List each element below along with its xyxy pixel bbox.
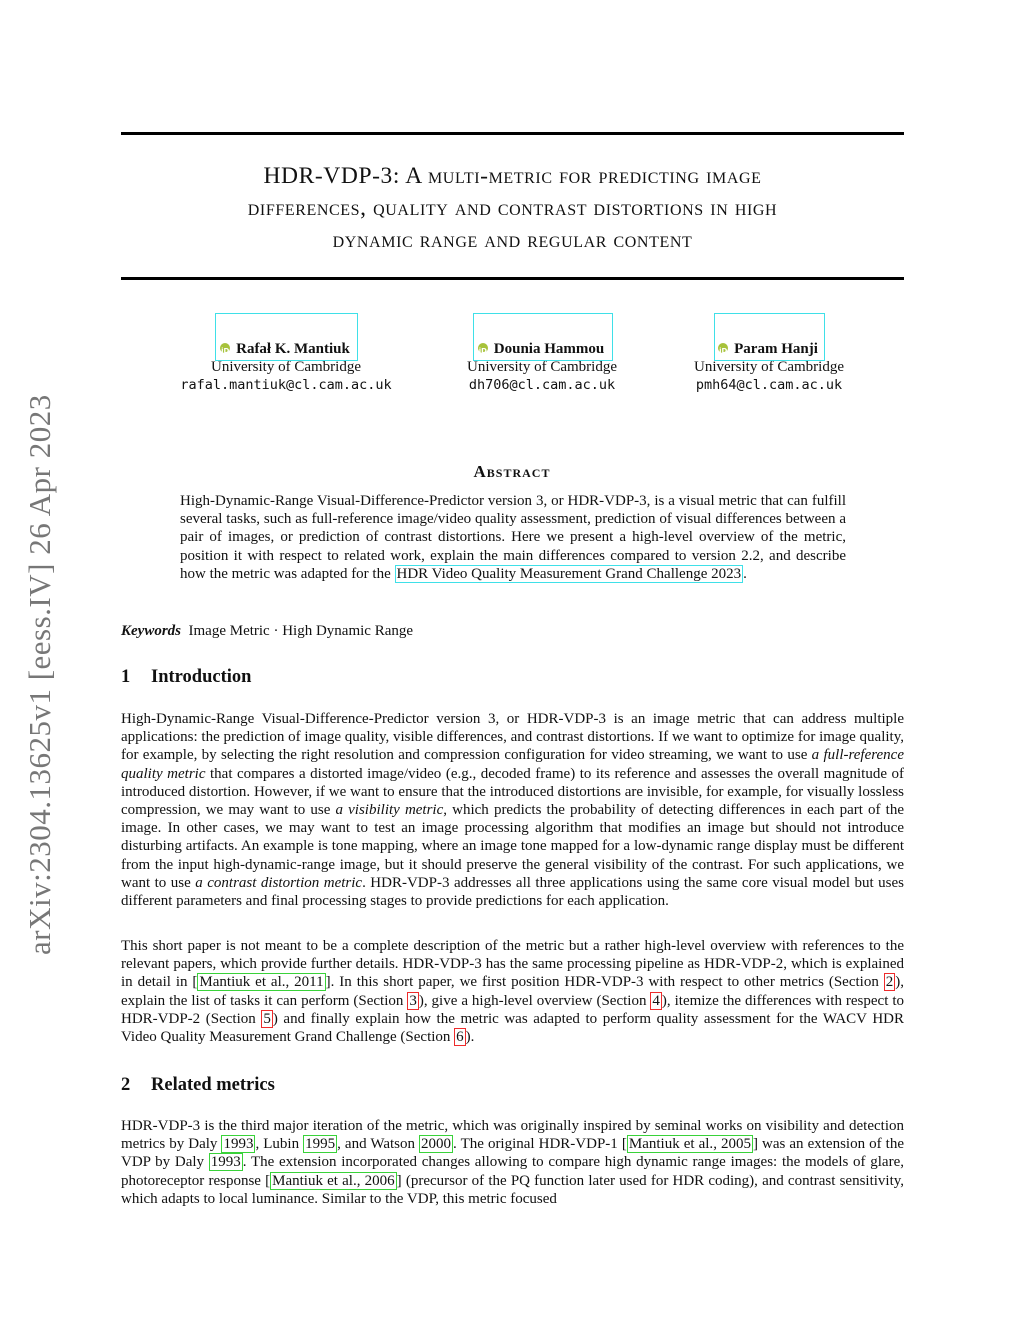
section-heading-introduction: 1 Introduction xyxy=(121,667,252,687)
author-name[interactable]: Rafał K. Mantiuk xyxy=(236,341,350,357)
related-paragraph-1: HDR-VDP-3 is the third major iteration of the metric, which was originally inspired by seminal works on visibility and detection metrics by Daly 1993 , Lubin 1995 , and Watson 2000 . The original HDR-VDP-1 [ Mantiuk et al., 2005 ] was an extension of the VDP by Daly 1993 . The extension incorporated changes allowing to compare high dynamic range images: the models of glare, photoreceptor response [ Mantiuk et al., 2006 ] (precursor of the PQ function later used for HDR coding), and contrast sensitivity, which adapts to local luminance. Similar to the VDP, this metric focused xyxy=(121,1118,905,1207)
abstract-heading: Abstract xyxy=(473,462,551,481)
author-name-link-box[interactable] xyxy=(714,313,825,361)
citation-link[interactable]: 1993 xyxy=(210,1154,241,1171)
citation-link[interactable]: Mantiuk et al., 2006 xyxy=(272,1172,395,1189)
author-affiliation: University of Cambridge xyxy=(467,359,617,375)
intro-paragraph-1: High-Dynamic-Range Visual-Difference-Predictor version 3, or HDR-VDP-3 is an image metric that can address multiple applications: the prediction of image quality, visible differences, and contrast distortions. If we want to optimize for image quality, for example, by selecting the right resolution and compression configuration for video streaming, we want to use a full-reference quality metric that compares a distorted image/video (e.g., decoded frame) to its reference and assesses the overall magnitude of introduced distortion. However, if we want to ensure that the introduced distortions are invisible, for example, for visually lossless compression, we may want to use a visibility metric, which predicts the probability of detecting differences in each part of the image. In other cases, we may want to test an image processing algorithm that modifies an image but should not introduce disturbing artifacts. An example is tone mapping, where an image tone mapped for a low-dynamic range display must be different from the input high-dynamic-range image, but it should preserve the general visibility of the contrast. For such applications, we want to use a contrast distortion metric. HDR-VDP-3 addresses all three applications using the same core visual model but uses different parameters and final processing stages to provide predictions for each application. xyxy=(121,711,905,910)
author-affiliation: University of Cambridge xyxy=(694,359,844,375)
author-affiliation: University of Cambridge xyxy=(211,359,361,375)
paper-title: HDR-VDP-3: A multi-metric for predicting image differences, quality and contrast distortions in high dynamic range and regular content xyxy=(247,163,778,253)
author-name[interactable]: Dounia Hammou xyxy=(493,341,605,357)
section-ref-link[interactable]: 4 xyxy=(652,992,660,1009)
citation-link[interactable]: Mantiuk et al., 2011 xyxy=(199,974,324,991)
author-email: pmh64@cl.cam.ac.uk xyxy=(695,377,843,393)
section-heading-related-metrics: 2 Related metrics xyxy=(121,1075,275,1095)
author-block-2 xyxy=(412,340,672,394)
author-email: dh706@cl.cam.ac.uk xyxy=(468,377,616,393)
keywords: Keywords Image Metric · High Dynamic Range xyxy=(121,623,414,639)
author-name-link-box[interactable] xyxy=(215,313,358,361)
author-block-3 xyxy=(639,340,899,394)
section-ref-link[interactable]: 3 xyxy=(409,992,417,1009)
citation-link[interactable]: 1993 xyxy=(223,1136,254,1153)
section-ref-link[interactable]: 6 xyxy=(456,1029,464,1046)
section-ref-link[interactable]: 5 xyxy=(263,1010,271,1027)
section-ref-link[interactable]: 2 xyxy=(885,974,894,991)
citation-link[interactable]: 2000 xyxy=(421,1136,452,1153)
title-top-rule xyxy=(121,132,904,135)
orcid-icon[interactable] xyxy=(478,343,488,353)
author-name-link-box[interactable] xyxy=(473,313,613,361)
arxiv-side-stamp: arXiv:2304.13625v1 [eess.IV] 26 Apr 2023 xyxy=(22,394,57,955)
orcid-icon[interactable] xyxy=(220,343,230,353)
challenge-link[interactable]: HDR Video Quality Measurement Grand Challenge 2023 xyxy=(396,565,742,582)
author-block-1 xyxy=(156,340,416,394)
intro-paragraph-2: This short paper is not meant to be a complete description of the metric but a rather high-level overview with references to the relevant papers, which provide further details. HDR-VDP-3 has the same processing pipeline as HDR-VDP-2, which is explained in detail in [ Mantiuk et al., 2011 ]. In this short paper, we first position HDR-VDP-3 with respect to other metrics (Section 2 ), explain the list of tasks it can perform (Section 3 ), give a high-level overview (Section 4 ), itemize the differences with respect to HDR-VDP-2 (Section 5 ) and finally explain how the metric was adapted to perform quality assessment for the WACV HDR Video Quality Measurement Grand Challenge (Section 6 ). xyxy=(121,938,904,1046)
abstract-text: High-Dynamic-Range Visual-Difference-Predictor version 3, or HDR-VDP-3, is a visual metric that can fulfill several tasks, such as full-reference image/video quality assessment, prediction of visual differences between a pair of images, or prediction of contrast distortions. Here we present a high-level overview of the metric, position it with respect to related work, explain the main differences compared to version 2.2, and describe how the metric was adapted for the HDR Video Quality Measurement Grand Challenge 2023 . xyxy=(180,493,846,582)
author-email: rafal.mantiuk@cl.cam.ac.uk xyxy=(180,377,392,393)
orcid-icon[interactable] xyxy=(718,343,728,353)
author-name[interactable]: Param Hanji xyxy=(734,341,818,357)
citation-link[interactable]: 1995 xyxy=(305,1136,336,1153)
title-bottom-rule xyxy=(121,277,904,280)
citation-link[interactable]: Mantiuk et al., 2005 xyxy=(628,1136,751,1153)
